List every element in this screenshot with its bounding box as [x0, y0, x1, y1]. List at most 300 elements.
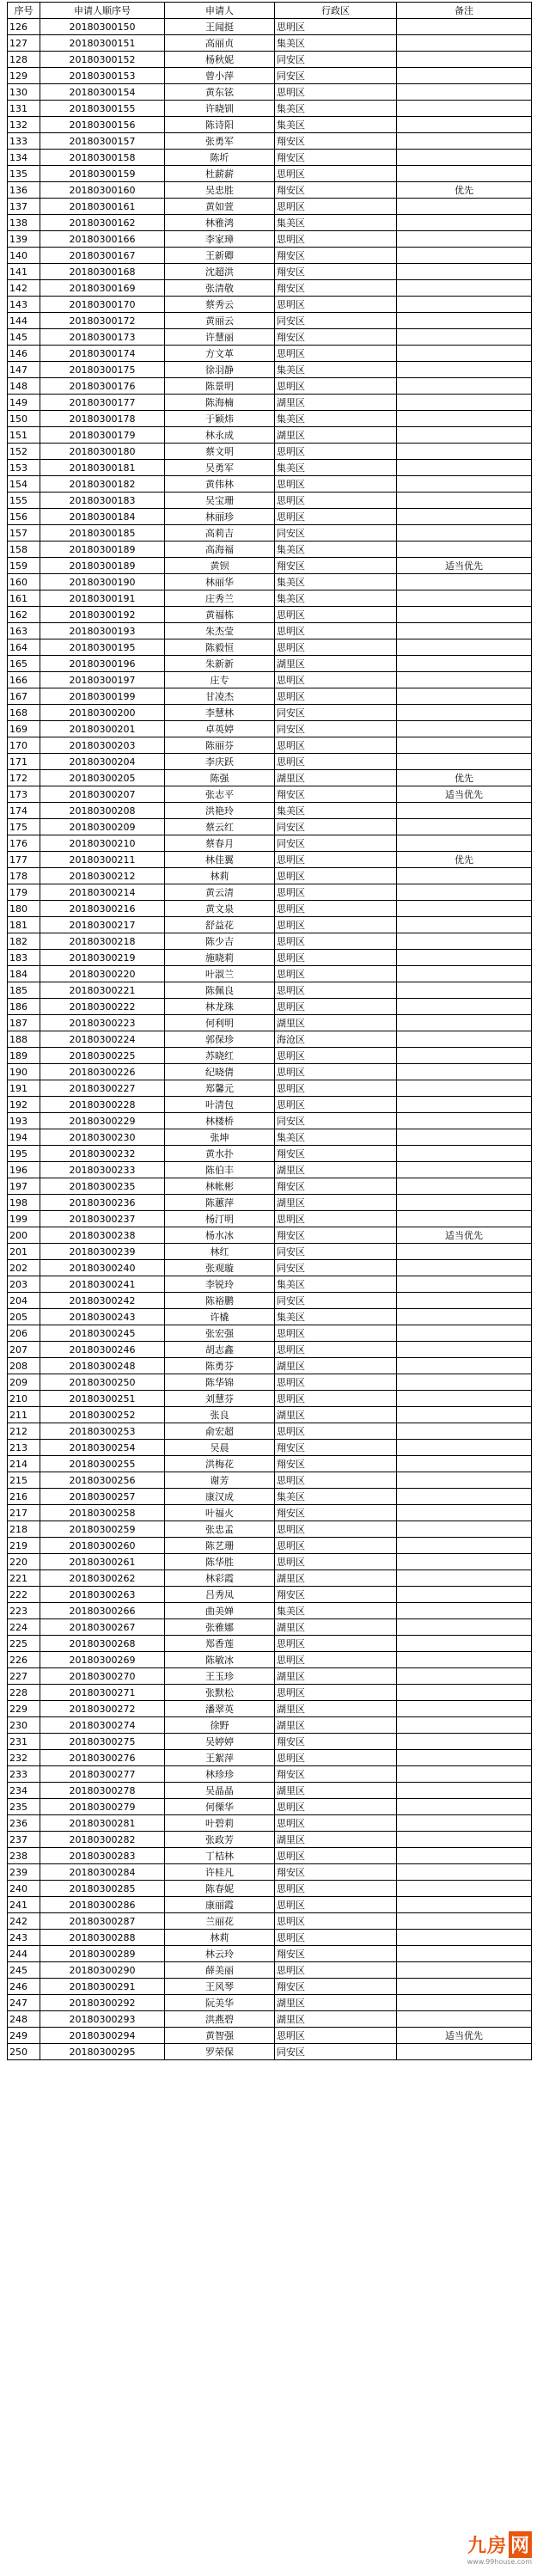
- cell-district: 湖里区: [275, 427, 397, 444]
- table-row: [8, 1734, 532, 1750]
- cell-app-no: 20180300172: [40, 313, 165, 329]
- cell-name: 许晓钏: [165, 101, 275, 117]
- cell-seq: 174: [8, 803, 40, 819]
- cell-district: 思明区: [275, 378, 397, 395]
- table-row: [8, 280, 532, 297]
- cell-name: 陈少吉: [165, 933, 275, 950]
- cell-seq: 192: [8, 1097, 40, 1113]
- cell-app-no: 20180300185: [40, 525, 165, 542]
- cell-seq: 154: [8, 476, 40, 493]
- cell-name: 曾小萍: [165, 68, 275, 84]
- cell-name: 张观璇: [165, 1260, 275, 1276]
- header-app-no: 申请人顺序号: [40, 3, 165, 19]
- cell-app-no: 20180300279: [40, 1799, 165, 1815]
- cell-app-no: 20180300156: [40, 117, 165, 133]
- table-row: [8, 623, 532, 639]
- cell-seq: 225: [8, 1636, 40, 1652]
- cell-app-no: 20180300201: [40, 721, 165, 737]
- cell-note: [397, 84, 532, 101]
- cell-name: 舒益花: [165, 917, 275, 933]
- cell-note: [397, 231, 532, 248]
- cell-district: 湖里区: [275, 1832, 397, 1848]
- cell-name: 洪燕碧: [165, 2011, 275, 2028]
- cell-app-no: 20180300212: [40, 868, 165, 884]
- cell-app-no: 20180300232: [40, 1146, 165, 1162]
- cell-note: [397, 590, 532, 607]
- cell-app-no: 20180300196: [40, 656, 165, 672]
- cell-seq: 170: [8, 737, 40, 754]
- cell-note: [397, 1358, 532, 1374]
- table-row: [8, 525, 532, 542]
- table-row: [8, 607, 532, 623]
- cell-district: 同安区: [275, 2044, 397, 2060]
- table-row: [8, 1897, 532, 1913]
- table-row: [8, 1374, 532, 1391]
- cell-name: 郑馨元: [165, 1080, 275, 1097]
- cell-app-no: 20180300207: [40, 786, 165, 803]
- cell-district: 思明区: [275, 1374, 397, 1391]
- table-row: [8, 558, 532, 574]
- cell-name: 林雅鸿: [165, 215, 275, 231]
- table-row: [8, 1864, 532, 1881]
- table-row: [8, 1211, 532, 1227]
- cell-seq: 250: [8, 2044, 40, 2060]
- cell-district: 湖里区: [275, 1407, 397, 1423]
- cell-name: 黄智强: [165, 2028, 275, 2044]
- cell-app-no: 20180300169: [40, 280, 165, 297]
- table-row: [8, 1505, 532, 1521]
- cell-app-no: 20180300176: [40, 378, 165, 395]
- cell-name: 林永成: [165, 427, 275, 444]
- cell-seq: 172: [8, 770, 40, 786]
- table-row: [8, 639, 532, 656]
- cell-note: [397, 52, 532, 68]
- cell-name: 吴宝珊: [165, 493, 275, 509]
- cell-app-no: 20180300158: [40, 150, 165, 166]
- cell-district: 湖里区: [275, 1358, 397, 1374]
- cell-name: 黄东铉: [165, 84, 275, 101]
- cell-note: [397, 280, 532, 297]
- cell-note: [397, 1848, 532, 1864]
- cell-seq: 158: [8, 542, 40, 558]
- cell-name: 胡志鑫: [165, 1342, 275, 1358]
- cell-note: [397, 444, 532, 460]
- cell-app-no: 20180300179: [40, 427, 165, 444]
- table-row: [8, 1848, 532, 1864]
- cell-seq: 132: [8, 117, 40, 133]
- table-row: [8, 1064, 532, 1080]
- cell-district: 思明区: [275, 1342, 397, 1358]
- cell-district: 思明区: [275, 623, 397, 639]
- cell-app-no: 20180300276: [40, 1750, 165, 1766]
- cell-name: 张默松: [165, 1685, 275, 1701]
- cell-note: [397, 1717, 532, 1734]
- table-row: [8, 852, 532, 868]
- cell-district: 集美区: [275, 1276, 397, 1293]
- cell-note: [397, 1080, 532, 1097]
- table-row: [8, 1423, 532, 1440]
- cell-seq: 246: [8, 1979, 40, 1995]
- table-row: [8, 1603, 532, 1619]
- cell-name: 许慧丽: [165, 329, 275, 346]
- cell-app-no: 20180300177: [40, 395, 165, 411]
- cell-note: [397, 1407, 532, 1423]
- cell-district: 思明区: [275, 199, 397, 215]
- cell-note: [397, 1750, 532, 1766]
- cell-app-no: 20180300233: [40, 1162, 165, 1178]
- cell-name: 俞宏超: [165, 1423, 275, 1440]
- table-row: [8, 215, 532, 231]
- cell-app-no: 20180300239: [40, 1244, 165, 1260]
- cell-name: 蔡秀云: [165, 297, 275, 313]
- cell-seq: 198: [8, 1195, 40, 1211]
- cell-app-no: 20180300274: [40, 1717, 165, 1734]
- cell-app-no: 20180300180: [40, 444, 165, 460]
- table-row: [8, 1717, 532, 1734]
- cell-name: 苏晓红: [165, 1048, 275, 1064]
- table-body: [8, 19, 532, 2060]
- cell-district: 翔安区: [275, 1766, 397, 1783]
- cell-district: 同安区: [275, 1260, 397, 1276]
- cell-district: 翔安区: [275, 1440, 397, 1456]
- table-row: [8, 1472, 532, 1489]
- cell-app-no: 20180300211: [40, 852, 165, 868]
- cell-app-no: 20180300181: [40, 460, 165, 476]
- cell-seq: 220: [8, 1554, 40, 1570]
- cell-app-no: 20180300150: [40, 19, 165, 35]
- cell-note: [397, 395, 532, 411]
- table-row: [8, 982, 532, 999]
- cell-note: [397, 264, 532, 280]
- cell-seq: 155: [8, 493, 40, 509]
- cell-seq: 203: [8, 1276, 40, 1293]
- cell-seq: 215: [8, 1472, 40, 1489]
- table-row: [8, 378, 532, 395]
- cell-note: [397, 623, 532, 639]
- cell-district: 同安区: [275, 1293, 397, 1309]
- cell-name: 吴忠胜: [165, 182, 275, 199]
- cell-app-no: 20180300256: [40, 1472, 165, 1489]
- cell-note: [397, 1374, 532, 1391]
- table-row: [8, 1554, 532, 1570]
- table-row: [8, 1276, 532, 1293]
- cell-app-no: 20180300259: [40, 1521, 165, 1538]
- cell-district: 集美区: [275, 101, 397, 117]
- cell-district: 思明区: [275, 1962, 397, 1979]
- cell-note: [397, 672, 532, 688]
- cell-app-no: 20180300208: [40, 803, 165, 819]
- cell-name: 张良: [165, 1407, 275, 1423]
- cell-name: 陈强: [165, 770, 275, 786]
- cell-name: 蔡云红: [165, 819, 275, 835]
- cell-seq: 138: [8, 215, 40, 231]
- cell-name: 张雅娜: [165, 1619, 275, 1636]
- cell-app-no: 20180300217: [40, 917, 165, 933]
- cell-app-no: 20180300287: [40, 1913, 165, 1930]
- cell-seq: 143: [8, 297, 40, 313]
- table-row: [8, 264, 532, 280]
- cell-seq: 199: [8, 1211, 40, 1227]
- table-row: [8, 117, 532, 133]
- cell-app-no: 20180300210: [40, 835, 165, 852]
- cell-name: 谢芳: [165, 1472, 275, 1489]
- cell-app-no: 20180300157: [40, 133, 165, 150]
- cell-name: 潘翠英: [165, 1701, 275, 1717]
- cell-name: 康汉成: [165, 1489, 275, 1505]
- table-row: [8, 1391, 532, 1407]
- cell-app-no: 20180300260: [40, 1538, 165, 1554]
- cell-note: [397, 1195, 532, 1211]
- table-row: [8, 1538, 532, 1554]
- cell-name: 方文革: [165, 346, 275, 362]
- table-row: [8, 1260, 532, 1276]
- cell-name: 王闻挺: [165, 19, 275, 35]
- cell-seq: 230: [8, 1717, 40, 1734]
- header-district: 行政区: [275, 3, 397, 19]
- cell-app-no: 20180300200: [40, 705, 165, 721]
- cell-app-no: 20180300253: [40, 1423, 165, 1440]
- cell-note: [397, 950, 532, 966]
- cell-note: [397, 199, 532, 215]
- cell-name: 张勇军: [165, 133, 275, 150]
- cell-district: 同安区: [275, 819, 397, 835]
- cell-seq: 171: [8, 754, 40, 770]
- cell-seq: 214: [8, 1456, 40, 1472]
- cell-app-no: 20180300286: [40, 1897, 165, 1913]
- cell-name: 陈勇芬: [165, 1358, 275, 1374]
- cell-district: 翔安区: [275, 150, 397, 166]
- table-row: [8, 999, 532, 1015]
- cell-note: [397, 427, 532, 444]
- cell-app-no: 20180300193: [40, 623, 165, 639]
- cell-district: 思明区: [275, 950, 397, 966]
- cell-note: [397, 1129, 532, 1146]
- cell-district: 同安区: [275, 835, 397, 852]
- cell-app-no: 20180300278: [40, 1783, 165, 1799]
- cell-app-no: 20180300183: [40, 493, 165, 509]
- cell-app-no: 20180300270: [40, 1668, 165, 1685]
- cell-note: [397, 1668, 532, 1685]
- cell-seq: 163: [8, 623, 40, 639]
- cell-name: 许橇: [165, 1309, 275, 1325]
- cell-name: 卓英婷: [165, 721, 275, 737]
- cell-district: 思明区: [275, 1097, 397, 1113]
- cell-note: [397, 68, 532, 84]
- table-row: [8, 166, 532, 182]
- cell-note: [397, 933, 532, 950]
- cell-district: 思明区: [275, 84, 397, 101]
- cell-app-no: 20180300248: [40, 1358, 165, 1374]
- cell-seq: 228: [8, 1685, 40, 1701]
- cell-district: 思明区: [275, 672, 397, 688]
- cell-seq: 226: [8, 1652, 40, 1668]
- cell-app-no: 20180300166: [40, 231, 165, 248]
- cell-note: [397, 1815, 532, 1832]
- cell-app-no: 20180300258: [40, 1505, 165, 1521]
- cell-seq: 231: [8, 1734, 40, 1750]
- applicant-table: [7, 2, 532, 2060]
- cell-seq: 141: [8, 264, 40, 280]
- cell-note: [397, 1015, 532, 1031]
- table-row: [8, 1619, 532, 1636]
- cell-app-no: 20180300295: [40, 2044, 165, 2060]
- cell-district: 思明区: [275, 1848, 397, 1864]
- cell-app-no: 20180300205: [40, 770, 165, 786]
- cell-name: 蔡文明: [165, 444, 275, 460]
- cell-note: [397, 1162, 532, 1178]
- cell-seq: 200: [8, 1227, 40, 1244]
- cell-name: 张政芳: [165, 1832, 275, 1848]
- cell-app-no: 20180300266: [40, 1603, 165, 1619]
- cell-app-no: 20180300275: [40, 1734, 165, 1750]
- table-row: [8, 84, 532, 101]
- cell-note: [397, 133, 532, 150]
- table-row: [8, 1293, 532, 1309]
- cell-app-no: 20180300167: [40, 248, 165, 264]
- cell-seq: 197: [8, 1178, 40, 1195]
- cell-note: [397, 1293, 532, 1309]
- cell-name: 张志平: [165, 786, 275, 803]
- cell-seq: 167: [8, 688, 40, 705]
- cell-district: 集美区: [275, 215, 397, 231]
- cell-app-no: 20180300155: [40, 101, 165, 117]
- cell-seq: 130: [8, 84, 40, 101]
- cell-seq: 219: [8, 1538, 40, 1554]
- cell-district: 翔安区: [275, 280, 397, 297]
- cell-seq: 210: [8, 1391, 40, 1407]
- cell-name: 陈丽芬: [165, 737, 275, 754]
- cell-seq: 216: [8, 1489, 40, 1505]
- table-row: [8, 721, 532, 737]
- cell-note: [397, 2044, 532, 2060]
- cell-district: 湖里区: [275, 656, 397, 672]
- cell-name: 叶碧莉: [165, 1815, 275, 1832]
- cell-district: 翔安区: [275, 1864, 397, 1881]
- cell-seq: 188: [8, 1031, 40, 1048]
- cell-district: 思明区: [275, 1080, 397, 1097]
- cell-note: [397, 248, 532, 264]
- cell-seq: 190: [8, 1064, 40, 1080]
- cell-name: 高丽贞: [165, 35, 275, 52]
- cell-seq: 151: [8, 427, 40, 444]
- cell-seq: 227: [8, 1668, 40, 1685]
- table-row: [8, 656, 532, 672]
- cell-district: 湖里区: [275, 1570, 397, 1587]
- cell-district: 同安区: [275, 1113, 397, 1129]
- cell-note: [397, 1570, 532, 1587]
- cell-seq: 182: [8, 933, 40, 950]
- cell-note: [397, 1619, 532, 1636]
- cell-name: 黄如萱: [165, 199, 275, 215]
- table-row: [8, 493, 532, 509]
- cell-app-no: 20180300203: [40, 737, 165, 754]
- cell-app-no: 20180300263: [40, 1587, 165, 1603]
- cell-name: 徐野: [165, 1717, 275, 1734]
- cell-name: 林楼桥: [165, 1113, 275, 1129]
- cell-app-no: 20180300238: [40, 1227, 165, 1244]
- cell-note: [397, 101, 532, 117]
- cell-seq: 181: [8, 917, 40, 933]
- cell-name: 陈艺珊: [165, 1538, 275, 1554]
- cell-name: 叶清包: [165, 1097, 275, 1113]
- cell-note: [397, 1489, 532, 1505]
- table-row: [8, 395, 532, 411]
- cell-app-no: 20180300216: [40, 901, 165, 917]
- cell-seq: 169: [8, 721, 40, 737]
- cell-note: [397, 362, 532, 378]
- cell-district: 思明区: [275, 1423, 397, 1440]
- cell-seq: 241: [8, 1897, 40, 1913]
- cell-seq: 189: [8, 1048, 40, 1064]
- cell-app-no: 20180300189: [40, 558, 165, 574]
- cell-note: [397, 346, 532, 362]
- cell-app-no: 20180300154: [40, 84, 165, 101]
- cell-name: 徐羽静: [165, 362, 275, 378]
- table-row: [8, 199, 532, 215]
- cell-district: 湖里区: [275, 1717, 397, 1734]
- cell-name: 高海福: [165, 542, 275, 558]
- cell-app-no: 20180300272: [40, 1701, 165, 1717]
- cell-seq: 159: [8, 558, 40, 574]
- cell-district: 翔安区: [275, 1456, 397, 1472]
- cell-note: [397, 835, 532, 852]
- cell-app-no: 20180300269: [40, 1652, 165, 1668]
- table-row: [8, 1244, 532, 1260]
- cell-app-no: 20180300161: [40, 199, 165, 215]
- cell-district: 集美区: [275, 117, 397, 133]
- cell-name: 杨汀明: [165, 1211, 275, 1227]
- table-row: [8, 672, 532, 688]
- cell-app-no: 20180300235: [40, 1178, 165, 1195]
- cell-district: 湖里区: [275, 1701, 397, 1717]
- cell-name: 何傈华: [165, 1799, 275, 1815]
- table-row: [8, 754, 532, 770]
- cell-name: 洪艳玲: [165, 803, 275, 819]
- cell-district: 思明区: [275, 1815, 397, 1832]
- cell-seq: 247: [8, 1995, 40, 2011]
- cell-seq: 139: [8, 231, 40, 248]
- table-header-row: [8, 3, 532, 19]
- table-row: [8, 1195, 532, 1211]
- cell-name: 刘慧芬: [165, 1391, 275, 1407]
- cell-district: 湖里区: [275, 770, 397, 786]
- cell-app-no: 20180300190: [40, 574, 165, 590]
- cell-app-no: 20180300174: [40, 346, 165, 362]
- cell-app-no: 20180300152: [40, 52, 165, 68]
- table-row: [8, 1521, 532, 1538]
- cell-app-no: 20180300242: [40, 1293, 165, 1309]
- cell-name: 于颖炜: [165, 411, 275, 427]
- cell-app-no: 20180300243: [40, 1309, 165, 1325]
- table-row: [8, 1031, 532, 1048]
- table-row: [8, 150, 532, 166]
- cell-note: [397, 1521, 532, 1538]
- cell-seq: 129: [8, 68, 40, 84]
- table-row: [8, 1407, 532, 1423]
- table-row: [8, 1930, 532, 1946]
- cell-seq: 131: [8, 101, 40, 117]
- table-row: [8, 1570, 532, 1587]
- cell-district: 翔安区: [275, 264, 397, 280]
- cell-district: 集美区: [275, 590, 397, 607]
- cell-app-no: 20180300268: [40, 1636, 165, 1652]
- cell-app-no: 20180300241: [40, 1276, 165, 1293]
- cell-name: 陈海楠: [165, 395, 275, 411]
- cell-district: 翔安区: [275, 248, 397, 264]
- cell-app-no: 20180300261: [40, 1554, 165, 1570]
- cell-district: 思明区: [275, 346, 397, 362]
- cell-name: 林帐彬: [165, 1178, 275, 1195]
